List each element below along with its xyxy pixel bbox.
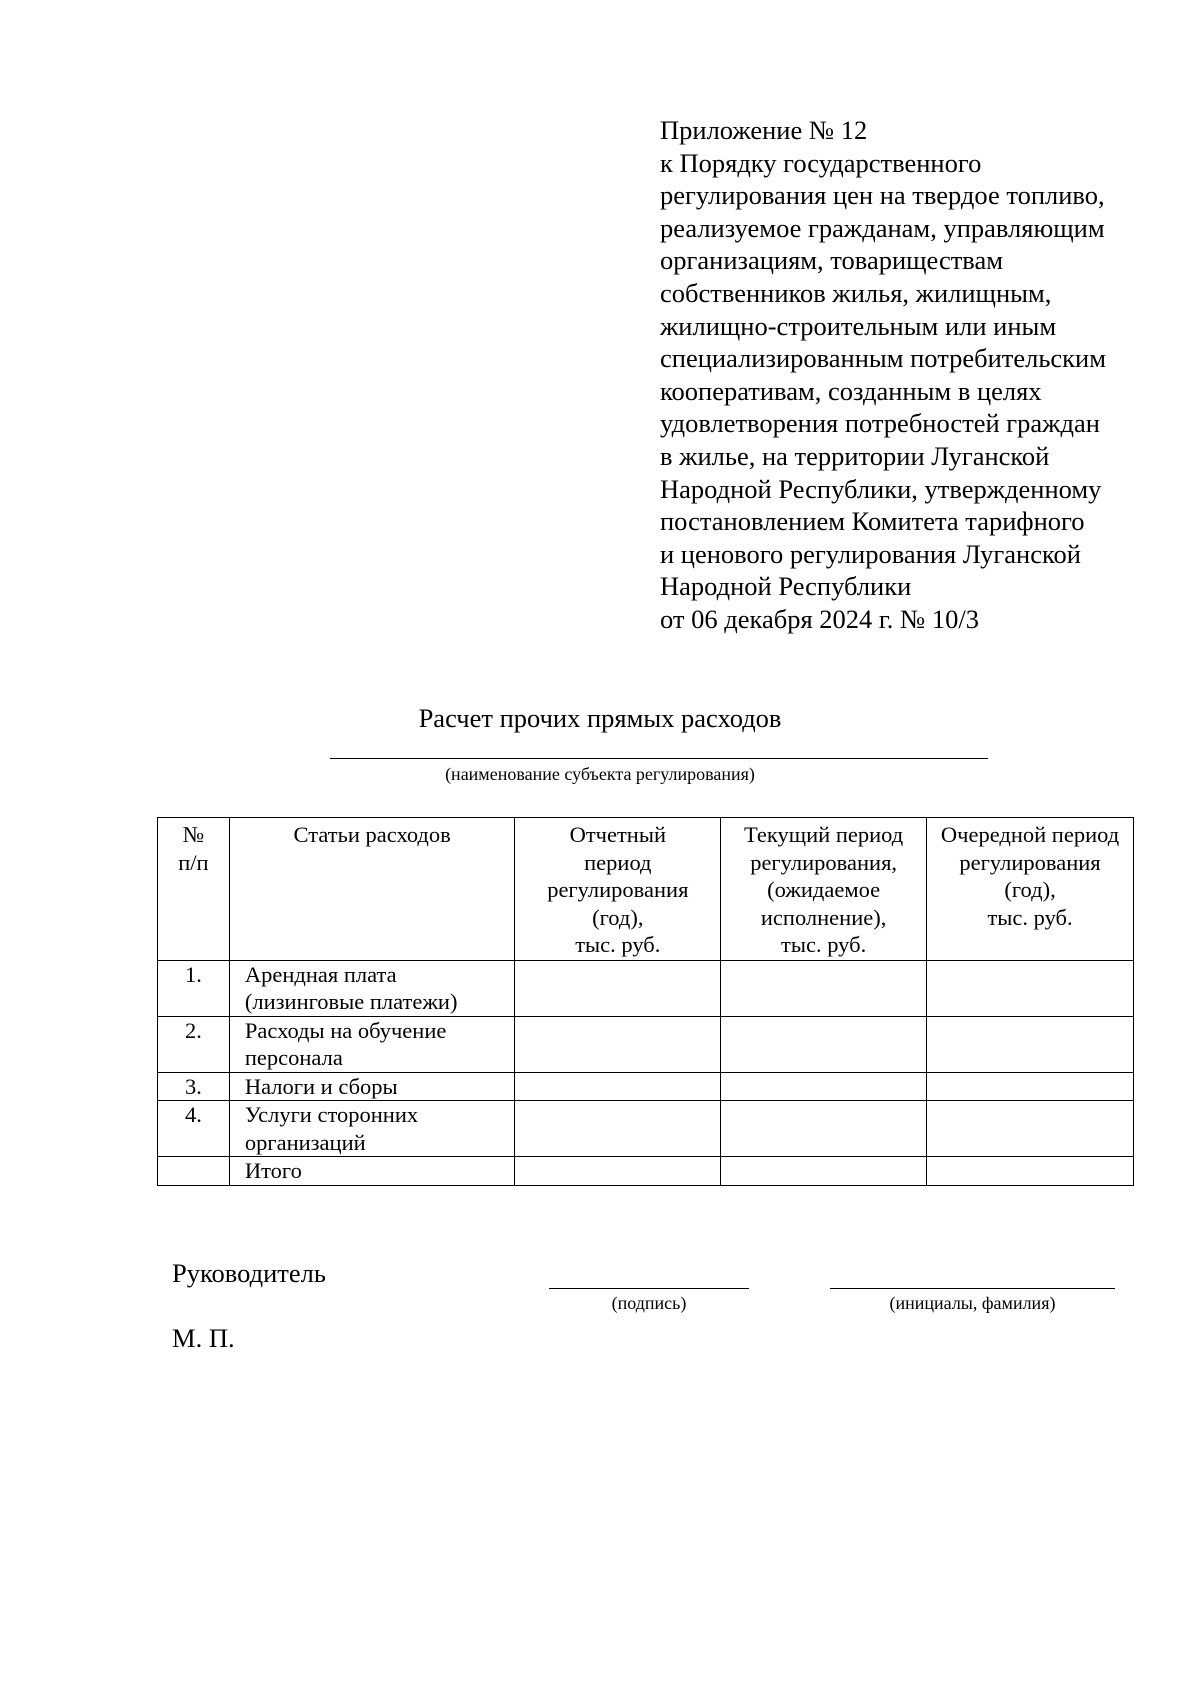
cell-current-period[interactable] <box>721 1157 927 1186</box>
table-row <box>158 1072 1134 1101</box>
table-row <box>158 1101 1134 1157</box>
appendix-line: постановлением Комитета тарифного <box>660 506 1085 537</box>
header-next-period: Очередной период регулирования (год), тыс. руб. <box>927 818 1134 961</box>
appendix-line: к Порядку государственного <box>660 147 982 178</box>
cell-reporting-period[interactable] <box>515 1101 721 1157</box>
appendix-line: регулирования цен на твердое топливо, <box>660 180 1105 211</box>
name-line <box>830 1288 1115 1289</box>
cell-next-period[interactable] <box>927 960 1134 1016</box>
row-number: 2. <box>158 1016 230 1072</box>
row-number: 1. <box>158 960 230 1016</box>
table-row <box>158 960 1134 1016</box>
appendix-line: организациям, товариществам <box>660 245 1003 276</box>
header-num: № п/п <box>158 818 230 961</box>
appendix-line: кооперативам, созданным в целях <box>660 375 1042 406</box>
table-row <box>158 1016 1134 1072</box>
header-reporting-period: Отчетный период регулирования (год), тыс. руб. <box>515 818 721 961</box>
appendix-line: жилищно-строительным или иным <box>660 310 1057 341</box>
name-caption: (инициалы, фамилия) <box>889 1293 1056 1313</box>
header-cost-items: Статьи расходов <box>229 818 515 961</box>
row-number: 3. <box>158 1072 230 1101</box>
appendix-line: Народной Республики, утвержденному <box>660 473 1102 504</box>
row-number: 4. <box>158 1101 230 1157</box>
appendix-line: специализированным потребительским <box>660 343 1107 374</box>
cell-reporting-period[interactable] <box>515 1016 721 1072</box>
appendix-line: реализуемое гражданам, управляющим <box>660 212 1105 243</box>
cell-next-period[interactable] <box>927 1016 1134 1072</box>
cell-current-period[interactable] <box>721 1016 927 1072</box>
document-title: Расчет прочих прямых расходов <box>418 703 782 733</box>
cell-next-period[interactable] <box>927 1157 1134 1186</box>
appendix-line: удовлетворения потребностей граждан <box>660 408 1100 439</box>
signature-caption: (подпись) <box>611 1293 687 1313</box>
cell-reporting-period[interactable] <box>515 960 721 1016</box>
row-cost-item: Услуги сторонних организаций <box>229 1101 515 1157</box>
cell-next-period[interactable] <box>927 1072 1134 1101</box>
cell-reporting-period[interactable] <box>515 1157 721 1186</box>
cell-current-period[interactable] <box>721 960 927 1016</box>
table-header-row <box>158 818 1134 961</box>
row-cost-item: Расходы на обучение персонала <box>229 1016 515 1072</box>
cell-current-period[interactable] <box>721 1072 927 1101</box>
costs-table <box>157 817 1134 1186</box>
table-row-total <box>158 1157 1134 1186</box>
cell-current-period[interactable] <box>721 1101 927 1157</box>
stamp-place-label: М. П. <box>172 1323 235 1353</box>
appendix-line: Приложение № 12 <box>660 115 868 145</box>
head-label: Руководитель <box>172 1258 326 1288</box>
subject-name-line <box>330 758 988 759</box>
row-cost-item: Арендная плата (лизинговые платежи) <box>229 960 515 1016</box>
cell-reporting-period[interactable] <box>515 1072 721 1101</box>
appendix-line: собственников жилья, жилищным, <box>660 277 1052 308</box>
row-number <box>158 1157 230 1186</box>
appendix-line: от 06 декабря 2024 г. № 10/3 <box>660 603 980 634</box>
header-current-period: Текущий период регулирования, (ожидаемое исполнение), тыс. руб. <box>721 818 927 961</box>
appendix-line: и ценового регулирования Луганской <box>660 538 1081 569</box>
row-cost-item: Налоги и сборы <box>229 1072 515 1101</box>
subject-name-caption: (наименование субъекта регулирования) <box>445 764 755 784</box>
signature-line <box>549 1288 749 1289</box>
appendix-line: Народной Республики <box>660 571 912 602</box>
cell-next-period[interactable] <box>927 1101 1134 1157</box>
appendix-line: в жилье, на территории Луганской <box>660 440 1050 471</box>
appendix-block <box>660 114 1160 636</box>
row-cost-item: Итого <box>229 1157 515 1186</box>
